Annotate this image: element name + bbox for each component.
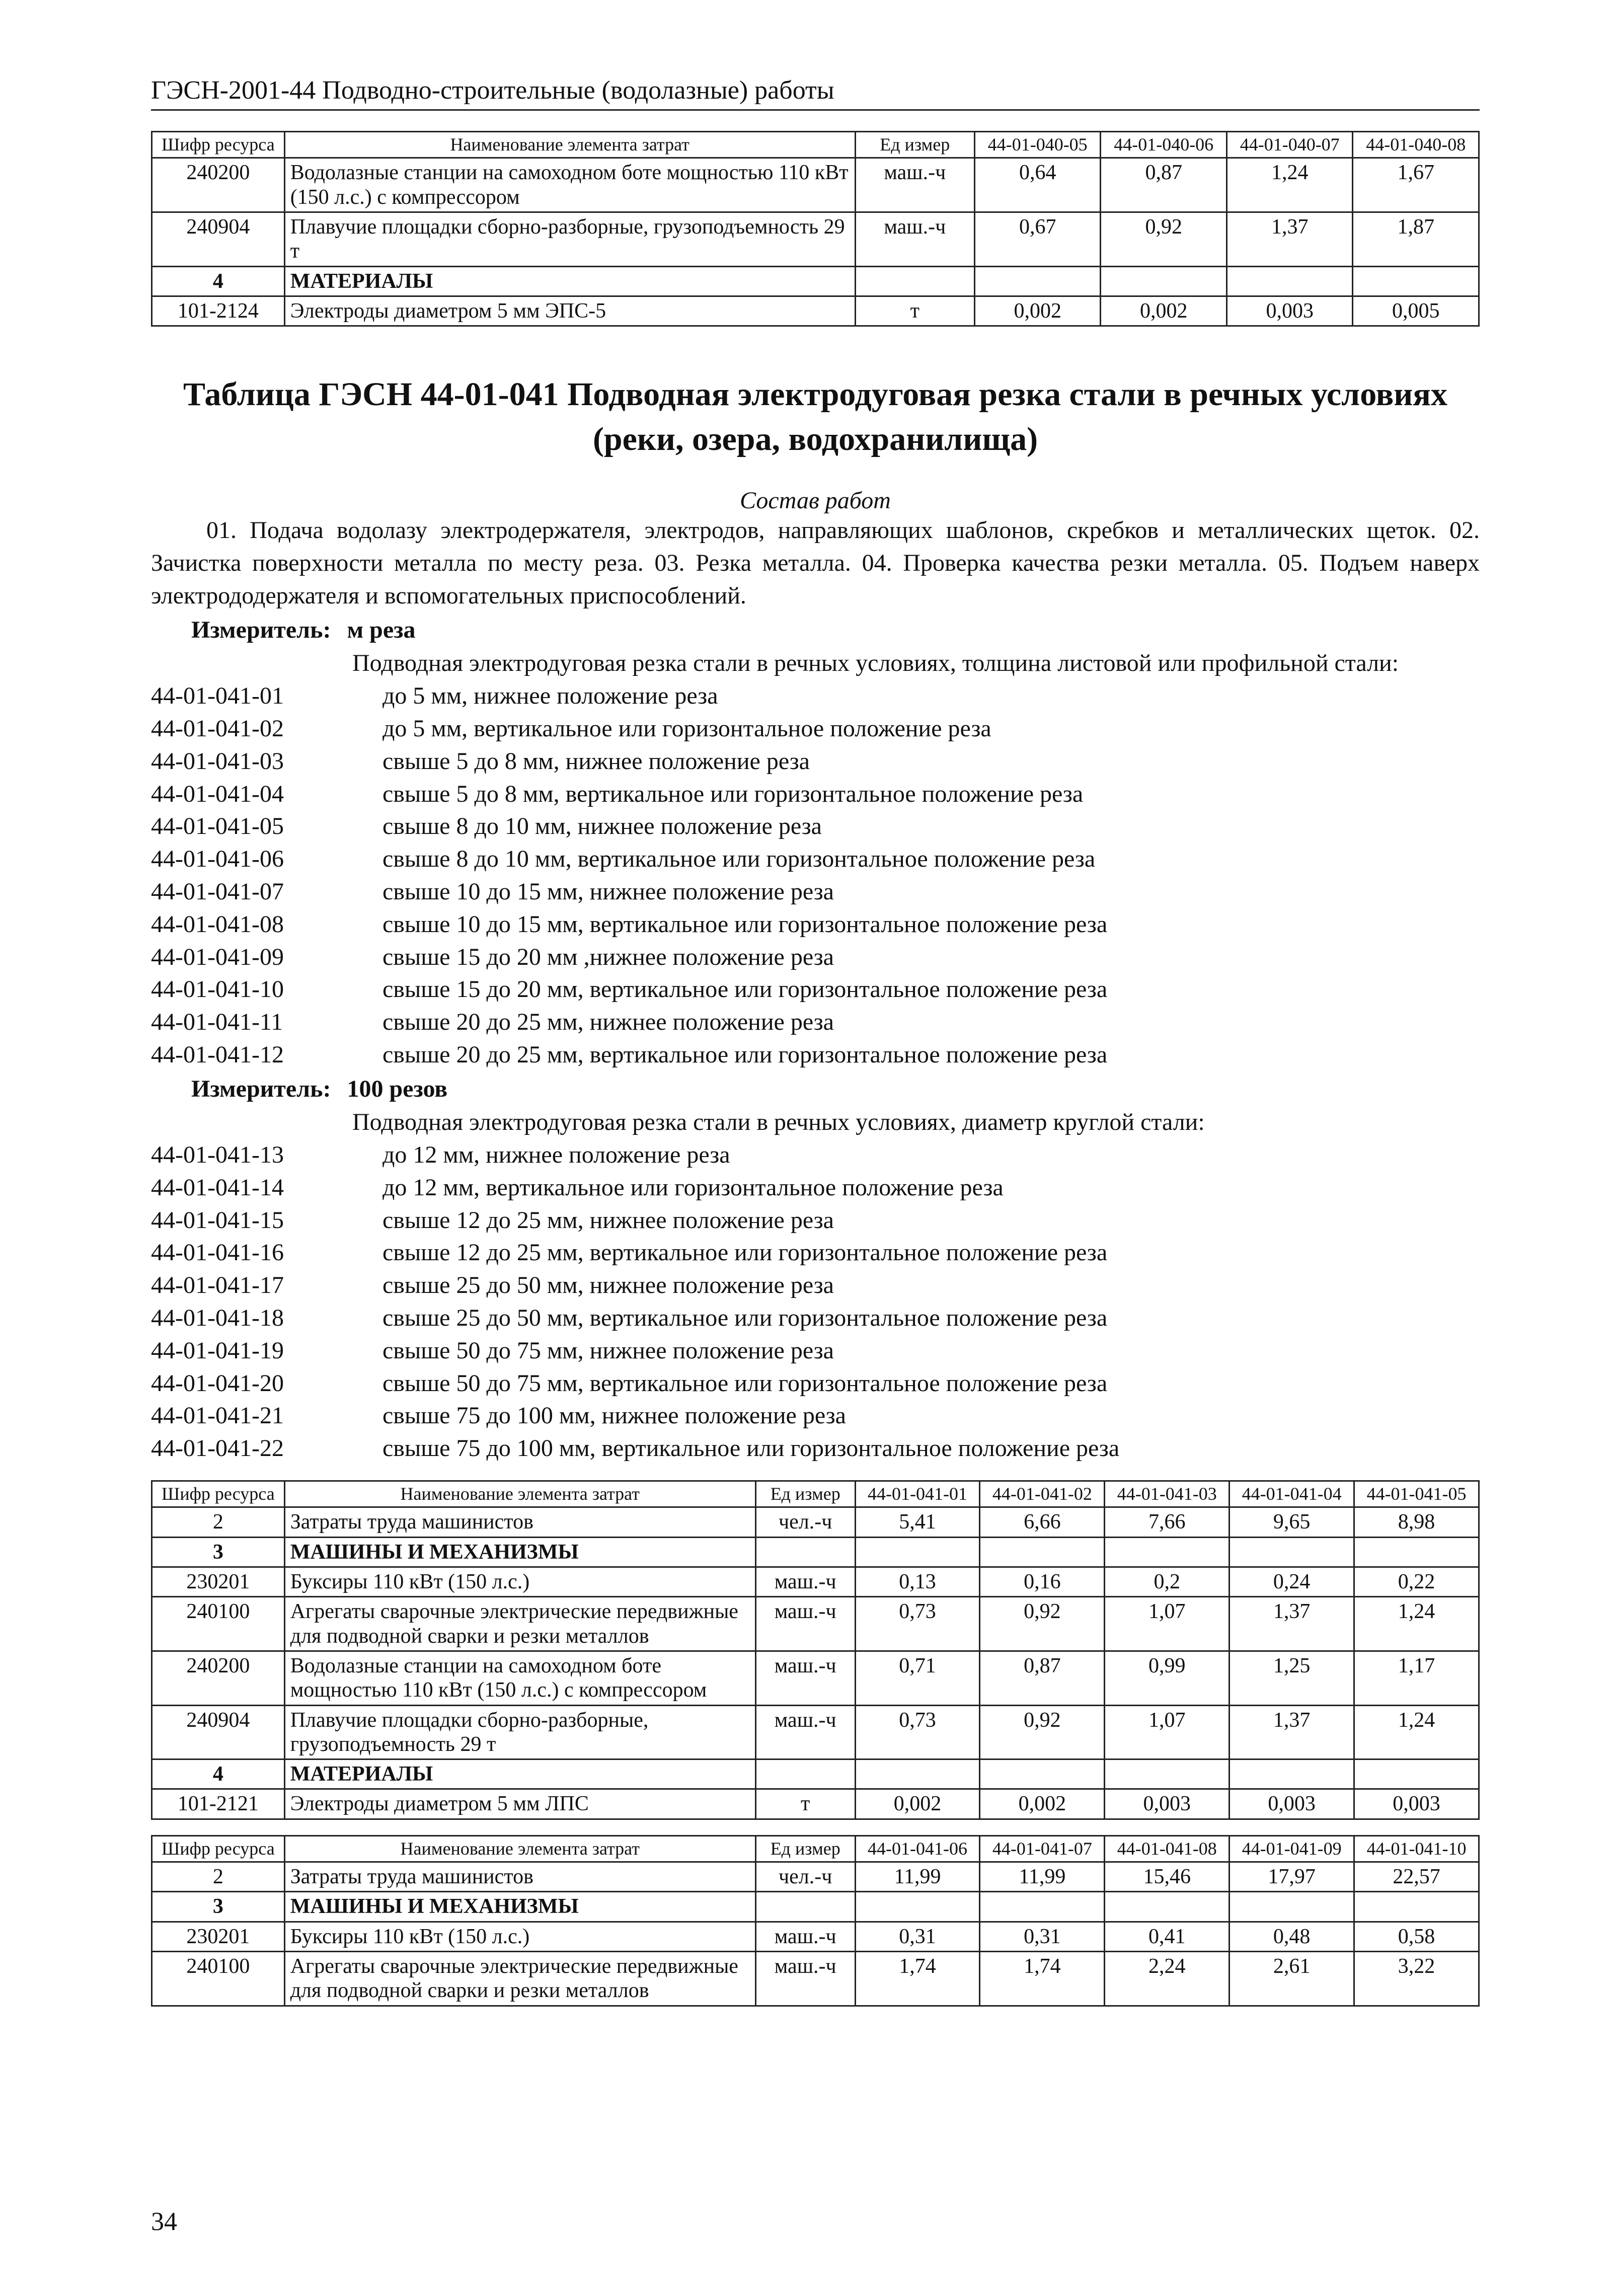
cell-name: Водолазные станции на самоходном боте мощностью 110 кВт (150 л.с.) с компрессором [284,158,855,212]
cost-table-b [151,1835,1480,2007]
norm-code: 44-01-041-12 [151,1041,284,1068]
cell-name: МАШИНЫ И МЕХАНИЗМЫ [284,1892,755,1922]
cell-code: 240904 [152,1705,285,1759]
cell-name: Агрегаты сварочные электрические передвижные для подводной сварки и резки металлов [284,1597,755,1651]
measure-1 [191,613,1480,648]
cost-table-a [151,1480,1480,1820]
cell-value: 1,74 [980,1952,1105,2006]
cell-name: Электроды диаметром 5 мм ЭПС-5 [284,296,855,326]
header-norm-code: 44-01-041-03 [1105,1481,1230,1507]
cell-value [1105,1759,1230,1789]
norm-description: свыше 10 до 15 мм, нижнее положение реза [382,878,834,905]
cell-code: 230201 [152,1567,285,1597]
norm-item [151,713,1480,745]
norm-item [151,1367,1480,1400]
measure-2 [191,1072,1480,1107]
cell-value [1105,1892,1230,1922]
cell-value: 6,66 [980,1507,1105,1537]
cell-code: 3 [152,1537,285,1567]
cell-value: 22,57 [1354,1862,1479,1892]
norm-list-2 [151,1139,1480,1465]
cell-value: 1,67 [1353,158,1479,212]
cell-value: 0,003 [1230,1789,1354,1819]
cell-value [855,1892,980,1922]
cell-value: 0,31 [855,1922,980,1951]
cell-value: 0,002 [1101,296,1227,326]
cell-value: 0,87 [1101,158,1227,212]
lead-text-2: Подводная электродуговая резка стали в речных условиях, диаметр круглой стали: [352,1109,1205,1136]
header-unit: Ед измер [755,1481,855,1507]
norm-item [151,810,1480,843]
cell-value: 0,73 [855,1705,980,1759]
norm-item [151,973,1480,1006]
cell-value: 0,73 [855,1597,980,1651]
cell-value: 1,37 [1230,1705,1354,1759]
norm-code: 44-01-041-14 [151,1174,284,1201]
cell-value: 0,92 [980,1597,1105,1651]
table-row [152,266,1479,296]
cell-value: 0,002 [855,1789,980,1819]
header-norm-code: 44-01-041-07 [980,1835,1105,1862]
cell-unit: чел.-ч [755,1862,855,1892]
cell-code: 2 [152,1862,285,1892]
norm-description: свыше 75 до 100 мм, нижнее положение реза [382,1402,846,1429]
norm-code: 44-01-041-16 [151,1239,284,1266]
cell-unit: маш.-ч [755,1567,855,1597]
cell-name: Буксиры 110 кВт (150 л.с.) [284,1567,755,1597]
norm-item [151,1172,1480,1204]
header-name: Наименование элемента затрат [284,132,855,158]
cell-value: 11,99 [855,1862,980,1892]
header-norm-code: 44-01-041-05 [1354,1481,1479,1507]
norm-description: свыше 20 до 25 мм, нижнее положение реза [382,1009,834,1036]
table-row [152,1922,1479,1951]
norm-code: 44-01-041-15 [151,1206,284,1234]
running-head: ГЭСН-2001-44 Подводно-строительные (водолазные) работы [151,75,1480,111]
norm-item [151,680,1480,713]
norm-item [151,1335,1480,1367]
norm-list-1 [151,680,1480,1072]
table-row [152,1567,1479,1597]
norm-code: 44-01-041-10 [151,976,284,1003]
norm-item [151,1039,1480,1072]
document-page [151,75,1480,2007]
cell-value: 0,16 [980,1567,1105,1597]
work-composition-text: 01. Подача водолазу электродержателя, электродов, направляющих шаблонов, скребков и металлических щеток. 02. Зачистка поверхности металла по месту реза. 03. Резка металла. 04. Проверка качества резки металла. 05. Подъем наверх электрододержателя и вспомогательных приспособлений. [151,517,1480,609]
norm-description: свыше 15 до 20 мм, вертикальное или горизонтальное положение реза [382,976,1108,1003]
header-norm-code: 44-01-041-04 [1230,1481,1354,1507]
cell-value: 0,003 [1354,1789,1479,1819]
norm-code: 44-01-041-02 [151,715,284,742]
cell-name: Водолазные станции на самоходном боте мощностью 110 кВт (150 л.с.) с компрессором [284,1651,755,1705]
cell-code: 240904 [152,212,285,266]
measure-1-label: Измеритель: [191,616,331,643]
norm-item [151,1139,1480,1172]
cell-unit [755,1537,855,1567]
header-norm-code: 44-01-041-10 [1354,1835,1479,1862]
cell-value: 1,25 [1230,1651,1354,1705]
cell-value [980,1537,1105,1567]
table-header-row [152,1481,1479,1507]
cell-value: 8,98 [1354,1507,1479,1537]
title-line-2: (реки, озера, водохранилища) [592,421,1038,458]
norm-code: 44-01-041-06 [151,846,284,873]
norm-item [151,843,1480,876]
title-line-1: Таблица ГЭСН 44-01-041 Подводная электродуговая резка стали в речных условиях [183,376,1447,413]
table-title [151,372,1480,462]
norm-code: 44-01-041-20 [151,1369,284,1397]
norm-code: 44-01-041-04 [151,780,284,807]
norm-code: 44-01-041-08 [151,910,284,938]
norm-description: свыше 5 до 8 мм, вертикальное или горизонтальное положение реза [382,780,1084,807]
cell-name: МАТЕРИАЛЫ [284,266,855,296]
table-row [152,1651,1479,1705]
cell-unit: т [855,296,974,326]
cell-value: 17,97 [1230,1862,1354,1892]
table-row [152,1892,1479,1922]
cell-value: 0,13 [855,1567,980,1597]
cell-value [1226,266,1353,296]
header-norm-code: 44-01-040-05 [974,132,1101,158]
norm-code: 44-01-041-03 [151,747,284,775]
cell-unit [755,1759,855,1789]
cell-value: 3,22 [1354,1952,1479,2006]
cell-unit: маш.-ч [855,212,974,266]
norm-item [151,1432,1480,1465]
norm-description: свыше 8 до 10 мм, нижнее положение реза [382,813,822,840]
cell-value: 5,41 [855,1507,980,1537]
cell-value [980,1892,1105,1922]
norm-code: 44-01-041-07 [151,878,284,905]
lead-text-1: Подводная электродуговая резка стали в речных условиях, толщина листовой или профильной стали: [352,650,1399,677]
norm-code: 44-01-041-17 [151,1272,284,1299]
cell-value: 0,005 [1353,296,1479,326]
norm-code: 44-01-041-13 [151,1141,284,1169]
cell-value: 1,24 [1226,158,1353,212]
cell-unit [755,1892,855,1922]
norm-description: свыше 12 до 25 мм, вертикальное или горизонтальное положение реза [382,1239,1108,1266]
cell-code: 2 [152,1507,285,1537]
header-norm-code: 44-01-041-09 [1230,1835,1354,1862]
norm-description: свыше 50 до 75 мм, нижнее положение реза [382,1337,834,1364]
cell-name: Агрегаты сварочные электрические передвижные для подводной сварки и резки металлов [284,1952,755,2006]
cell-value [1230,1537,1354,1567]
header-unit: Ед измер [755,1835,855,1862]
cell-value [974,266,1101,296]
cell-unit: маш.-ч [755,1922,855,1951]
cell-code: 230201 [152,1922,285,1951]
cell-unit: маш.-ч [755,1597,855,1651]
cell-value [1354,1537,1479,1567]
cell-value: 0,67 [974,212,1101,266]
cell-code: 101-2124 [152,296,285,326]
norm-item [151,1269,1480,1302]
table-row [152,1789,1479,1819]
cell-unit [855,266,974,296]
cell-value [855,1759,980,1789]
cell-code: 240200 [152,1651,285,1705]
table-row [152,1507,1479,1537]
header-name: Наименование элемента затрат [284,1481,755,1507]
cell-value: 0,41 [1105,1922,1230,1951]
norm-code: 44-01-041-19 [151,1337,284,1364]
norm-item [151,1006,1480,1039]
cell-unit: т [755,1789,855,1819]
norm-code: 44-01-041-18 [151,1305,284,1332]
cell-name: Плавучие площадки сборно-разборные, грузоподъемность 29 т [284,1705,755,1759]
cell-value: 1,24 [1354,1705,1479,1759]
norm-description: свыше 5 до 8 мм, нижнее положение реза [382,747,810,775]
measure-2-value: 100 резов [347,1075,448,1102]
norm-description: свыше 25 до 50 мм, нижнее положение реза [382,1272,834,1299]
cell-value: 11,99 [980,1862,1105,1892]
norm-item [151,876,1480,908]
cell-code: 101-2121 [152,1789,285,1819]
norm-code: 44-01-041-11 [151,1009,283,1036]
norm-description: свыше 10 до 15 мм, вертикальное или горизонтальное положение реза [382,910,1108,938]
header-norm-code: 44-01-040-06 [1101,132,1227,158]
cell-value: 0,71 [855,1651,980,1705]
cell-value: 0,64 [974,158,1101,212]
cell-value: 1,07 [1105,1597,1230,1651]
header-norm-code: 44-01-041-02 [980,1481,1105,1507]
measure-2-label: Измеритель: [191,1075,331,1102]
cell-value: 0,87 [980,1651,1105,1705]
norm-item [151,745,1480,778]
table-row [152,1759,1479,1789]
norm-description: до 12 мм, нижнее положение реза [382,1141,730,1169]
header-norm-code: 44-01-041-01 [855,1481,980,1507]
table-row [152,212,1479,266]
cell-value: 1,74 [855,1952,980,2006]
norm-item [151,1237,1480,1269]
header-name: Наименование элемента затрат [284,1835,755,1862]
cell-code: 240100 [152,1952,285,2006]
cell-value: 0,48 [1230,1922,1354,1951]
cell-unit: маш.-ч [755,1705,855,1759]
cell-value: 1,37 [1230,1597,1354,1651]
cell-unit: чел.-ч [755,1507,855,1537]
cell-name: Плавучие площадки сборно-разборные, грузоподъемность 29 т [284,212,855,266]
norm-code: 44-01-041-05 [151,813,284,840]
table-row [152,1705,1479,1759]
cell-value [1230,1892,1354,1922]
cell-value [1353,266,1479,296]
cell-value: 15,46 [1105,1862,1230,1892]
cell-code: 4 [152,1759,285,1789]
cell-value: 1,87 [1353,212,1479,266]
norm-item [151,1204,1480,1237]
cell-value: 0,92 [980,1705,1105,1759]
norm-code: 44-01-041-09 [151,943,284,970]
cell-value: 0,24 [1230,1567,1354,1597]
header-norm-code: 44-01-040-08 [1353,132,1479,158]
norm-description: свыше 15 до 20 мм ,нижнее положение реза [382,943,834,970]
norm-code: 44-01-041-21 [151,1402,284,1429]
cell-value: 0,002 [980,1789,1105,1819]
cell-name: МАШИНЫ И МЕХАНИЗМЫ [284,1537,755,1567]
norm-description: свыше 12 до 25 мм, нижнее положение реза [382,1206,834,1234]
header-norm-code: 44-01-041-08 [1105,1835,1230,1862]
cell-name: Электроды диаметром 5 мм ЛПС [284,1789,755,1819]
measure-1-value: м реза [347,616,416,643]
header-norm-code: 44-01-040-07 [1226,132,1353,158]
cell-value [980,1759,1105,1789]
cell-value [1354,1892,1479,1922]
norm-description: свыше 20 до 25 мм, вертикальное или горизонтальное положение реза [382,1041,1108,1068]
cell-value: 0,92 [1101,212,1227,266]
norm-code: 44-01-041-22 [151,1435,284,1462]
cell-name: МАТЕРИАЛЫ [284,1759,755,1789]
norm-description: до 5 мм, вертикальное или горизонтальное положение реза [382,715,991,742]
cell-code: 240100 [152,1597,285,1651]
header-norm-code: 44-01-041-06 [855,1835,980,1862]
header-code: Шифр ресурса [152,1481,285,1507]
norm-description: свыше 25 до 50 мм, вертикальное или горизонтальное положение реза [382,1305,1108,1332]
cell-unit: маш.-ч [755,1651,855,1705]
cell-value: 1,07 [1105,1705,1230,1759]
norm-item [151,908,1480,941]
norm-description: свыше 50 до 75 мм, вертикальное или горизонтальное положение реза [382,1369,1108,1397]
table-header-row [152,132,1479,158]
norm-item [151,941,1480,974]
cell-value [855,1537,980,1567]
cell-value: 1,37 [1226,212,1353,266]
norm-code: 44-01-041-01 [151,682,284,710]
table-row [152,1862,1479,1892]
norm-item [151,778,1480,811]
cell-value: 1,17 [1354,1651,1479,1705]
table-row [152,1597,1479,1651]
cell-value [1105,1537,1230,1567]
cell-value: 0,31 [980,1922,1105,1951]
norm-description: свыше 75 до 100 мм, вертикальное или горизонтальное положение реза [382,1435,1120,1462]
cell-code: 4 [152,266,285,296]
cell-value: 0,22 [1354,1567,1479,1597]
norm-description: до 5 мм, нижнее положение реза [382,682,718,710]
cell-unit: маш.-ч [855,158,974,212]
cell-value: 0,003 [1105,1789,1230,1819]
table-row [152,296,1479,326]
table-row [152,158,1479,212]
cell-value: 1,24 [1354,1597,1479,1651]
cell-name: Затраты труда машинистов [284,1862,755,1892]
cell-value: 0,2 [1105,1567,1230,1597]
cell-value: 9,65 [1230,1507,1354,1537]
table-row [152,1952,1479,2006]
table-row [152,1537,1479,1567]
cell-value [1354,1759,1479,1789]
cell-name: Буксиры 110 кВт (150 л.с.) [284,1922,755,1951]
norm-item [151,1302,1480,1335]
table-header-row [152,1835,1479,1862]
cell-value [1101,266,1227,296]
cell-value: 0,003 [1226,296,1353,326]
norm-item [151,1400,1480,1432]
cell-unit: маш.-ч [755,1952,855,2006]
norm-description: свыше 8 до 10 мм, вертикальное или горизонтальное положение реза [382,846,1096,873]
cell-value: 0,002 [974,296,1101,326]
page-number: 34 [151,2207,177,2236]
cell-value [1230,1759,1354,1789]
cell-value: 0,58 [1354,1922,1479,1951]
cell-code: 240200 [152,158,285,212]
header-code: Шифр ресурса [152,1835,285,1862]
cell-code: 3 [152,1892,285,1922]
cost-table-top [151,131,1480,327]
header-unit: Ед измер [855,132,974,158]
cell-value: 7,66 [1105,1507,1230,1537]
header-code: Шифр ресурса [152,132,285,158]
cell-name: Затраты труда машинистов [284,1507,755,1537]
norm-description: до 12 мм, вертикальное или горизонтальное положение реза [382,1174,1004,1201]
cell-value: 2,61 [1230,1952,1354,2006]
cell-value: 2,24 [1105,1952,1230,2006]
work-composition-label: Состав работ [740,487,891,514]
cell-value: 0,99 [1105,1651,1230,1705]
